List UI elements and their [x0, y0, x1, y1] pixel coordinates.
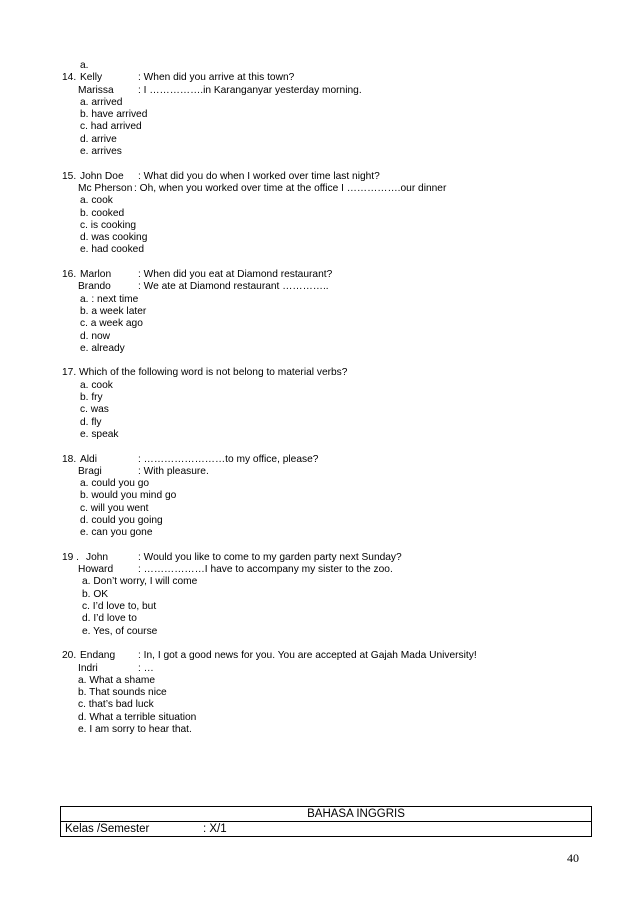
option: c. was [80, 404, 109, 416]
option: b. would you mind go [80, 490, 177, 502]
dialogue-text: : In, I got a good news for you. You are accepted at Gajah Mada University! [138, 650, 477, 662]
dialogue-text: : We ate at Diamond restaurant ………….. [138, 281, 329, 293]
speaker-name: Howard [78, 564, 114, 576]
option: a. cook [80, 195, 113, 207]
speaker-name: Kelly [80, 72, 103, 84]
option: d. I’d love to [82, 613, 137, 625]
question-stem: Which of the following word is not belong to material verbs? [79, 367, 348, 379]
footer-table [60, 806, 592, 837]
question-14 [62, 72, 582, 158]
option: d. could you going [80, 514, 163, 526]
class-semester-label: Kelas /Semester [65, 823, 150, 835]
speaker-name: Brando [78, 281, 111, 293]
dialogue-text: : Oh, when you worked over time at the office I …………….our dinner [134, 182, 447, 194]
question-16 [62, 269, 582, 355]
dialogue-text: : With pleasure. [138, 465, 209, 477]
option: a. What a shame [78, 674, 156, 686]
option: a. cook [80, 379, 113, 391]
option: c. had arrived [80, 121, 142, 133]
dialogue-text: : ………………I have to accompany my sister to the zoo. [138, 564, 393, 576]
option: d. now [80, 330, 111, 342]
question-19 [62, 552, 582, 638]
option: d. fly [80, 416, 102, 428]
option: c. a week ago [80, 318, 143, 330]
option: b. That sounds nice [78, 687, 167, 699]
option: e. I am sorry to hear that. [78, 724, 192, 736]
dialogue-text: : I …………….in Karanganyar yesterday morning. [138, 84, 362, 96]
question-15 [62, 171, 582, 257]
option: d. What a terrible situation [78, 711, 197, 723]
speaker-name: Aldi [80, 453, 97, 465]
option: e. can you gone [80, 527, 153, 539]
dialogue-text: : When did you eat at Diamond restaurant? [138, 269, 333, 281]
option: a. Don’t worry, I will come [82, 576, 198, 588]
speaker-name: Endang [80, 650, 116, 662]
question-number: 19 . [62, 551, 79, 563]
speaker-name: Indri [78, 662, 98, 674]
option: e. Yes, of course [82, 625, 158, 637]
option: d. was cooking [80, 232, 148, 244]
option: a. arrived [80, 96, 123, 108]
option: e. already [80, 342, 125, 354]
speaker-name: Marlon [80, 269, 112, 281]
option: e. had cooked [80, 244, 145, 256]
option: b. fry [80, 392, 103, 404]
dialogue-text: : When did you arrive at this town? [138, 72, 295, 84]
exam-content [62, 60, 582, 736]
question-number: 17. [62, 367, 77, 379]
option: c. that’s bad luck [78, 699, 154, 711]
question-number: 16. [62, 269, 77, 281]
option: b. cooked [80, 207, 125, 219]
question-number: 14. [62, 72, 77, 84]
speaker-name: Mc Pherson [78, 182, 133, 194]
question-17 [62, 367, 582, 441]
dialogue-text: : … [138, 662, 154, 674]
option: d. arrive [80, 133, 117, 145]
option: c. I’d love to, but [82, 601, 157, 613]
option: a. : next time [80, 293, 139, 305]
dialogue-text: : ……………………to my office, please? [138, 453, 319, 465]
question-number: 15. [62, 170, 77, 182]
option: e. arrives [80, 146, 122, 158]
option: e. speak [80, 428, 119, 440]
dialogue-text: : What did you do when I worked over time last night? [138, 170, 380, 182]
class-semester-value: : X/1 [203, 823, 227, 835]
speaker-name: Bragi [78, 465, 102, 477]
option: a. could you go [80, 478, 150, 490]
option: c. is cooking [80, 219, 137, 231]
question-number: 20. [62, 650, 77, 662]
page-number: 40 [567, 851, 579, 865]
dialogue-text: : Would you like to come to my garden party next Sunday? [138, 551, 402, 563]
speaker-name: John Doe [80, 170, 124, 182]
subject-title: BAHASA INGGRIS [307, 808, 405, 820]
speaker-name: Marissa [78, 84, 114, 96]
speaker-name: John [86, 551, 109, 563]
question-18 [62, 454, 582, 540]
question-number: 18. [62, 453, 77, 465]
leftover-option: a. [80, 60, 89, 71]
option: b. have arrived [80, 109, 148, 121]
question-20 [62, 650, 582, 736]
option: b. a week later [80, 305, 147, 317]
option: b. OK [82, 588, 109, 600]
option: c. will you went [80, 502, 149, 514]
